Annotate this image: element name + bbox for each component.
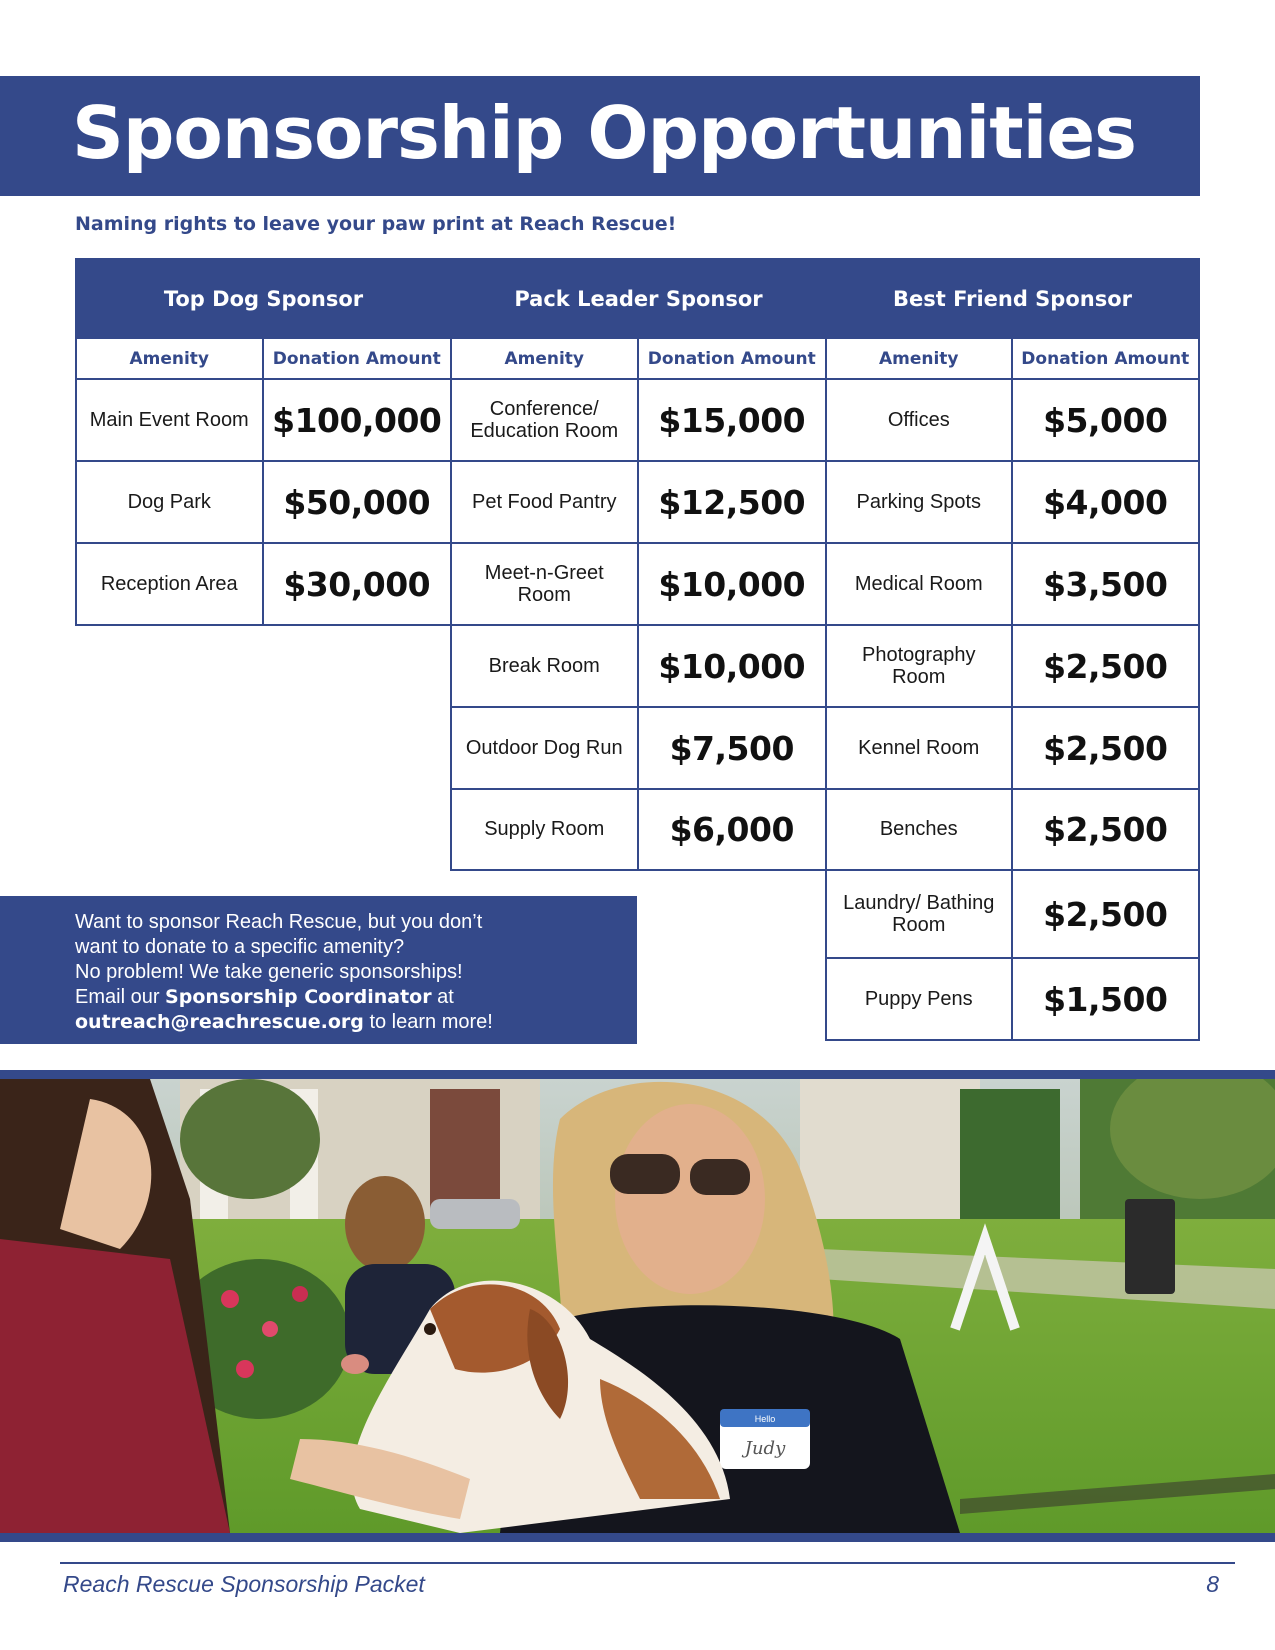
table-row <box>825 380 1200 462</box>
page-title: Sponsorship Opportunities <box>72 91 1136 175</box>
donation-amount-cell: $6,000 <box>669 810 794 849</box>
callout-line <box>75 1010 637 1035</box>
donation-amount-cell: $2,500 <box>1043 728 1168 768</box>
table-row <box>75 544 452 626</box>
sponsor-level-heading: Best Friend Sponsor <box>825 258 1200 339</box>
donation-amount-cell: $30,000 <box>283 564 431 604</box>
amenity-cell: Conference/ Education Room <box>452 380 639 460</box>
table-row <box>450 544 827 626</box>
column-headers <box>450 339 827 380</box>
amenity-cell: Break Room <box>452 626 639 706</box>
table-row <box>825 959 1200 1041</box>
callout-line: Want to sponsor Reach Rescue, but you don’t <box>75 911 483 933</box>
table-row <box>75 462 452 544</box>
donation-amount-cell: $15,000 <box>658 400 806 440</box>
donation-amount-header: Donation Amount <box>647 348 816 369</box>
photo-top-rule <box>0 1070 1275 1079</box>
table-row <box>825 544 1200 626</box>
sponsor-level-heading: Pack Leader Sponsor <box>450 258 827 339</box>
sponsor-level-heading: Top Dog Sponsor <box>75 258 452 339</box>
column-headers <box>825 339 1200 380</box>
table-row <box>450 708 827 790</box>
amenity-cell: Photography Room <box>827 626 1013 706</box>
amenity-cell: Meet-n-Greet Room <box>452 544 639 624</box>
contact-email-link[interactable]: outreach@reachrescue.org <box>75 1011 364 1033</box>
table-row <box>75 380 452 462</box>
page-subtitle: Naming rights to leave your paw print at Reach Rescue! <box>75 213 677 235</box>
photo-illustration <box>0 1079 1275 1533</box>
column-headers <box>75 339 452 380</box>
volunteers-puppy-photo <box>0 1079 1275 1533</box>
page-number: 8 <box>1206 1571 1219 1597</box>
callout-line: No problem! We take generic sponsorships! <box>75 961 463 983</box>
callout-line <box>75 985 637 1010</box>
callout-text: Email our <box>75 986 166 1008</box>
donation-amount-cell: $100,000 <box>272 400 442 440</box>
photo-bottom-rule <box>0 1533 1275 1542</box>
amenity-header: Amenity <box>77 339 264 378</box>
callout-line: want to donate to a specific amenity? <box>75 936 405 958</box>
footer-title: Reach Rescue Sponsorship Packet <box>63 1571 425 1597</box>
amenity-cell: Medical Room <box>827 544 1013 624</box>
callout-text: to learn more! <box>363 1011 493 1033</box>
amenity-cell: Outdoor Dog Run <box>452 708 639 788</box>
table-row <box>825 626 1200 708</box>
amenity-cell: Benches <box>827 790 1013 869</box>
amenity-cell: Laundry/ Bathing Room <box>827 871 1013 957</box>
donation-amount-header: Donation Amount <box>272 348 441 369</box>
table-row <box>450 790 827 871</box>
donation-amount-cell: $2,500 <box>1043 646 1168 686</box>
name-tag-header: Hello <box>754 1414 776 1424</box>
donation-amount-cell: $12,500 <box>658 482 806 522</box>
title-banner <box>0 76 1200 196</box>
donation-amount-cell: $5,000 <box>1043 400 1168 440</box>
table-row <box>450 626 827 708</box>
donation-amount-cell: $1,500 <box>1043 979 1168 1019</box>
amenity-cell: Parking Spots <box>827 462 1013 542</box>
amenity-cell: Supply Room <box>452 790 639 869</box>
table-row <box>450 462 827 544</box>
amenity-cell: Puppy Pens <box>827 959 1013 1039</box>
amenity-cell: Kennel Room <box>827 708 1013 788</box>
table-row <box>825 462 1200 544</box>
amenity-cell: Pet Food Pantry <box>452 462 639 542</box>
donation-amount-cell: $3,500 <box>1043 564 1168 604</box>
table-row <box>825 708 1200 790</box>
name-tag-name: Judy <box>744 1438 786 1459</box>
footer-rule <box>60 1562 1235 1564</box>
sponsor-table-best-friend <box>825 258 1200 1041</box>
amenity-cell: Reception Area <box>77 544 264 624</box>
table-row <box>825 790 1200 871</box>
amenity-header: Amenity <box>827 339 1013 378</box>
donation-amount-cell: $10,000 <box>658 564 806 604</box>
donation-amount-cell: $10,000 <box>658 646 806 686</box>
donation-amount-cell: $7,500 <box>669 728 794 768</box>
amenity-cell: Dog Park <box>77 462 264 542</box>
sponsor-table-pack-leader <box>450 258 827 871</box>
donation-amount-cell: $50,000 <box>283 482 431 522</box>
sponsor-table-top-dog <box>75 258 452 626</box>
donation-amount-header: Donation Amount <box>1021 348 1190 369</box>
amenity-header: Amenity <box>452 339 639 378</box>
donation-amount-cell: $4,000 <box>1043 482 1168 522</box>
sponsorship-coordinator-label: Sponsorship Coordinator <box>165 986 432 1008</box>
generic-sponsorship-callout <box>0 896 637 1044</box>
amenity-cell: Offices <box>827 380 1013 460</box>
amenity-cell: Main Event Room <box>77 380 264 460</box>
donation-amount-cell: $2,500 <box>1043 894 1168 934</box>
table-row <box>450 380 827 462</box>
donation-amount-cell: $2,500 <box>1043 810 1168 849</box>
callout-text: at <box>431 986 454 1008</box>
table-row <box>825 871 1200 959</box>
